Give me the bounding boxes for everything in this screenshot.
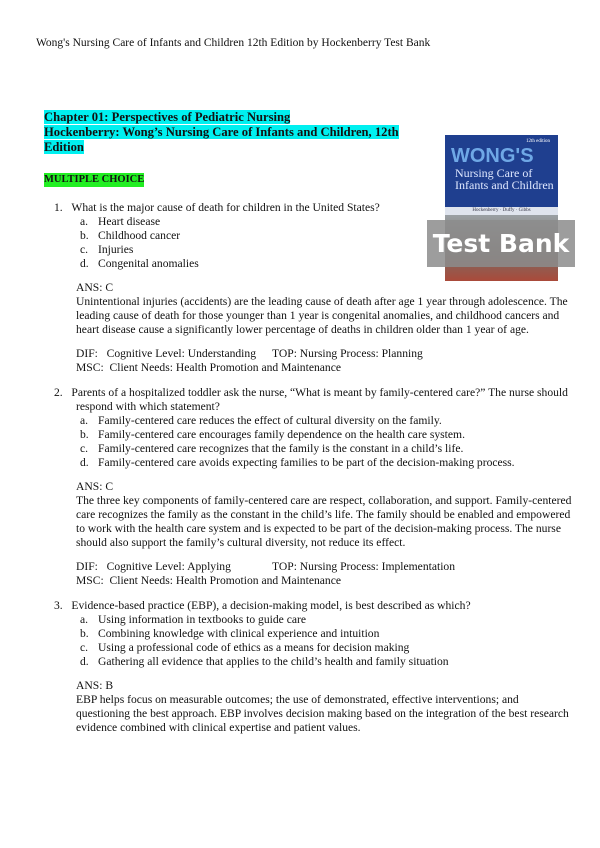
question-number: 2. [54,386,63,399]
answer-key: ANS: B [76,679,114,692]
answer-block [54,281,574,337]
answer-option [54,627,574,641]
cover-brand: WONG'S [451,145,534,167]
option-letter: b. [80,428,89,441]
option-text: Family-centered care recognizes that the family is the constant in a child’s life. [98,442,464,455]
answer-option [54,456,574,470]
option-letter: d. [80,655,89,668]
question-stem [54,386,574,414]
difficulty: DIF: Cognitive Level: Understanding [76,347,256,360]
option-text: Childhood cancer [98,229,181,242]
option-letter: a. [80,613,89,626]
option-text: Family-centered care reduces the effect of cultural diversity on the family. [98,414,442,427]
page-header: Wong's Nursing Care of Infants and Children 12th Edition by Hockenberry Test Bank [36,37,431,49]
title-line-1: Chapter 01: Perspectives of Pediatric Nursing [44,110,291,124]
option-text: Congenital anomalies [98,257,199,270]
answer-option [54,442,574,456]
answer-option [54,428,574,442]
topic: TOP: Nursing Process: Planning [272,347,423,360]
chapter-title [44,110,434,155]
question-text: Parents of a hospitalized toddler ask the nurse, “What is meant by family-centered care?” The nurse should respond with which statement? [71,386,568,413]
client-needs: MSC: Client Needs: Health Promotion and Maintenance [76,361,342,374]
cover-edition: 12th edition [525,139,550,144]
option-letter: d. [80,257,89,270]
question-3 [54,599,574,735]
test-bank-watermark: Test Bank [427,220,575,267]
option-letter: c. [80,641,89,654]
question-metadata [54,560,574,588]
option-letter: a. [80,215,89,228]
topic: TOP: Nursing Process: Implementation [272,560,456,573]
rationale: EBP helps focus on measurable outcomes; the use of demonstrated, effective interventions; and questioning the best approach. EBP involves decision making based on the integration of the best research evidence combined with clinical expertise and patient values. [76,693,569,734]
option-letter: c. [80,243,89,256]
option-text: Gathering all evidence that applies to the child’s health and family situation [98,655,449,668]
question-text: Evidence-based practice (EBP), a decision-making model, is best described as which? [71,599,471,612]
question-text: What is the major cause of death for children in the United States? [71,201,380,214]
cover-title: Nursing Care of Infants and Children [455,166,554,192]
answer-option [54,641,574,655]
option-text: Family-centered care avoids expecting families to be part of the decision-making process. [98,456,515,469]
option-letter: a. [80,414,89,427]
rationale: The three key components of family-centered care are respect, collaboration, and support. Family-centered care recognizes the family as the constant in the child’s life. The family should be enabled and empowered to work with the health care system and is expected to be part of the decision-making process. The nurse should also support the family’s cultural diversity, not reduce its effect. [76,494,572,549]
question-list [54,201,574,746]
option-letter: c. [80,442,89,455]
rationale: Unintentional injuries (accidents) are the leading cause of death after age 1 year through adolescence. The leading cause of death for those younger than 1 year is congenital anomalies, and childhood cancers and heart disease cause a significantly lower percentage of deaths in children older than 1 year of age. [76,295,568,336]
option-text: Heart disease [98,215,161,228]
difficulty: DIF: Cognitive Level: Applying [76,560,231,573]
question-number: 1. [54,201,63,214]
answer-key: ANS: C [76,480,114,493]
option-letter: b. [80,627,89,640]
client-needs: MSC: Client Needs: Health Promotion and Maintenance [76,574,342,587]
option-letter: d. [80,456,89,469]
title-line-2: Hockenberry: Wong’s Nursing Care of Infants and Children, 12th Edition [44,125,399,154]
section-heading: MULTIPLE CHOICE [44,174,145,185]
question-metadata [54,347,574,375]
answer-block [54,480,574,550]
answer-option [54,414,574,428]
question-number: 3. [54,599,63,612]
answer-option [54,655,574,669]
option-text: Combining knowledge with clinical experience and intuition [98,627,380,640]
option-text: Injuries [98,243,134,256]
answer-option [54,613,574,627]
option-text: Family-centered care encourages family dependence on the health care system. [98,428,465,441]
option-text: Using a professional code of ethics as a means for decision making [98,641,410,654]
question-stem [54,599,574,613]
option-letter: b. [80,229,89,242]
option-text: Using information in textbooks to guide care [98,613,307,626]
answer-key: ANS: C [76,281,114,294]
cover-authors: Hockenberry · Duffy · Gibbs [445,207,558,215]
question-2 [54,386,574,588]
answer-block [54,679,574,735]
